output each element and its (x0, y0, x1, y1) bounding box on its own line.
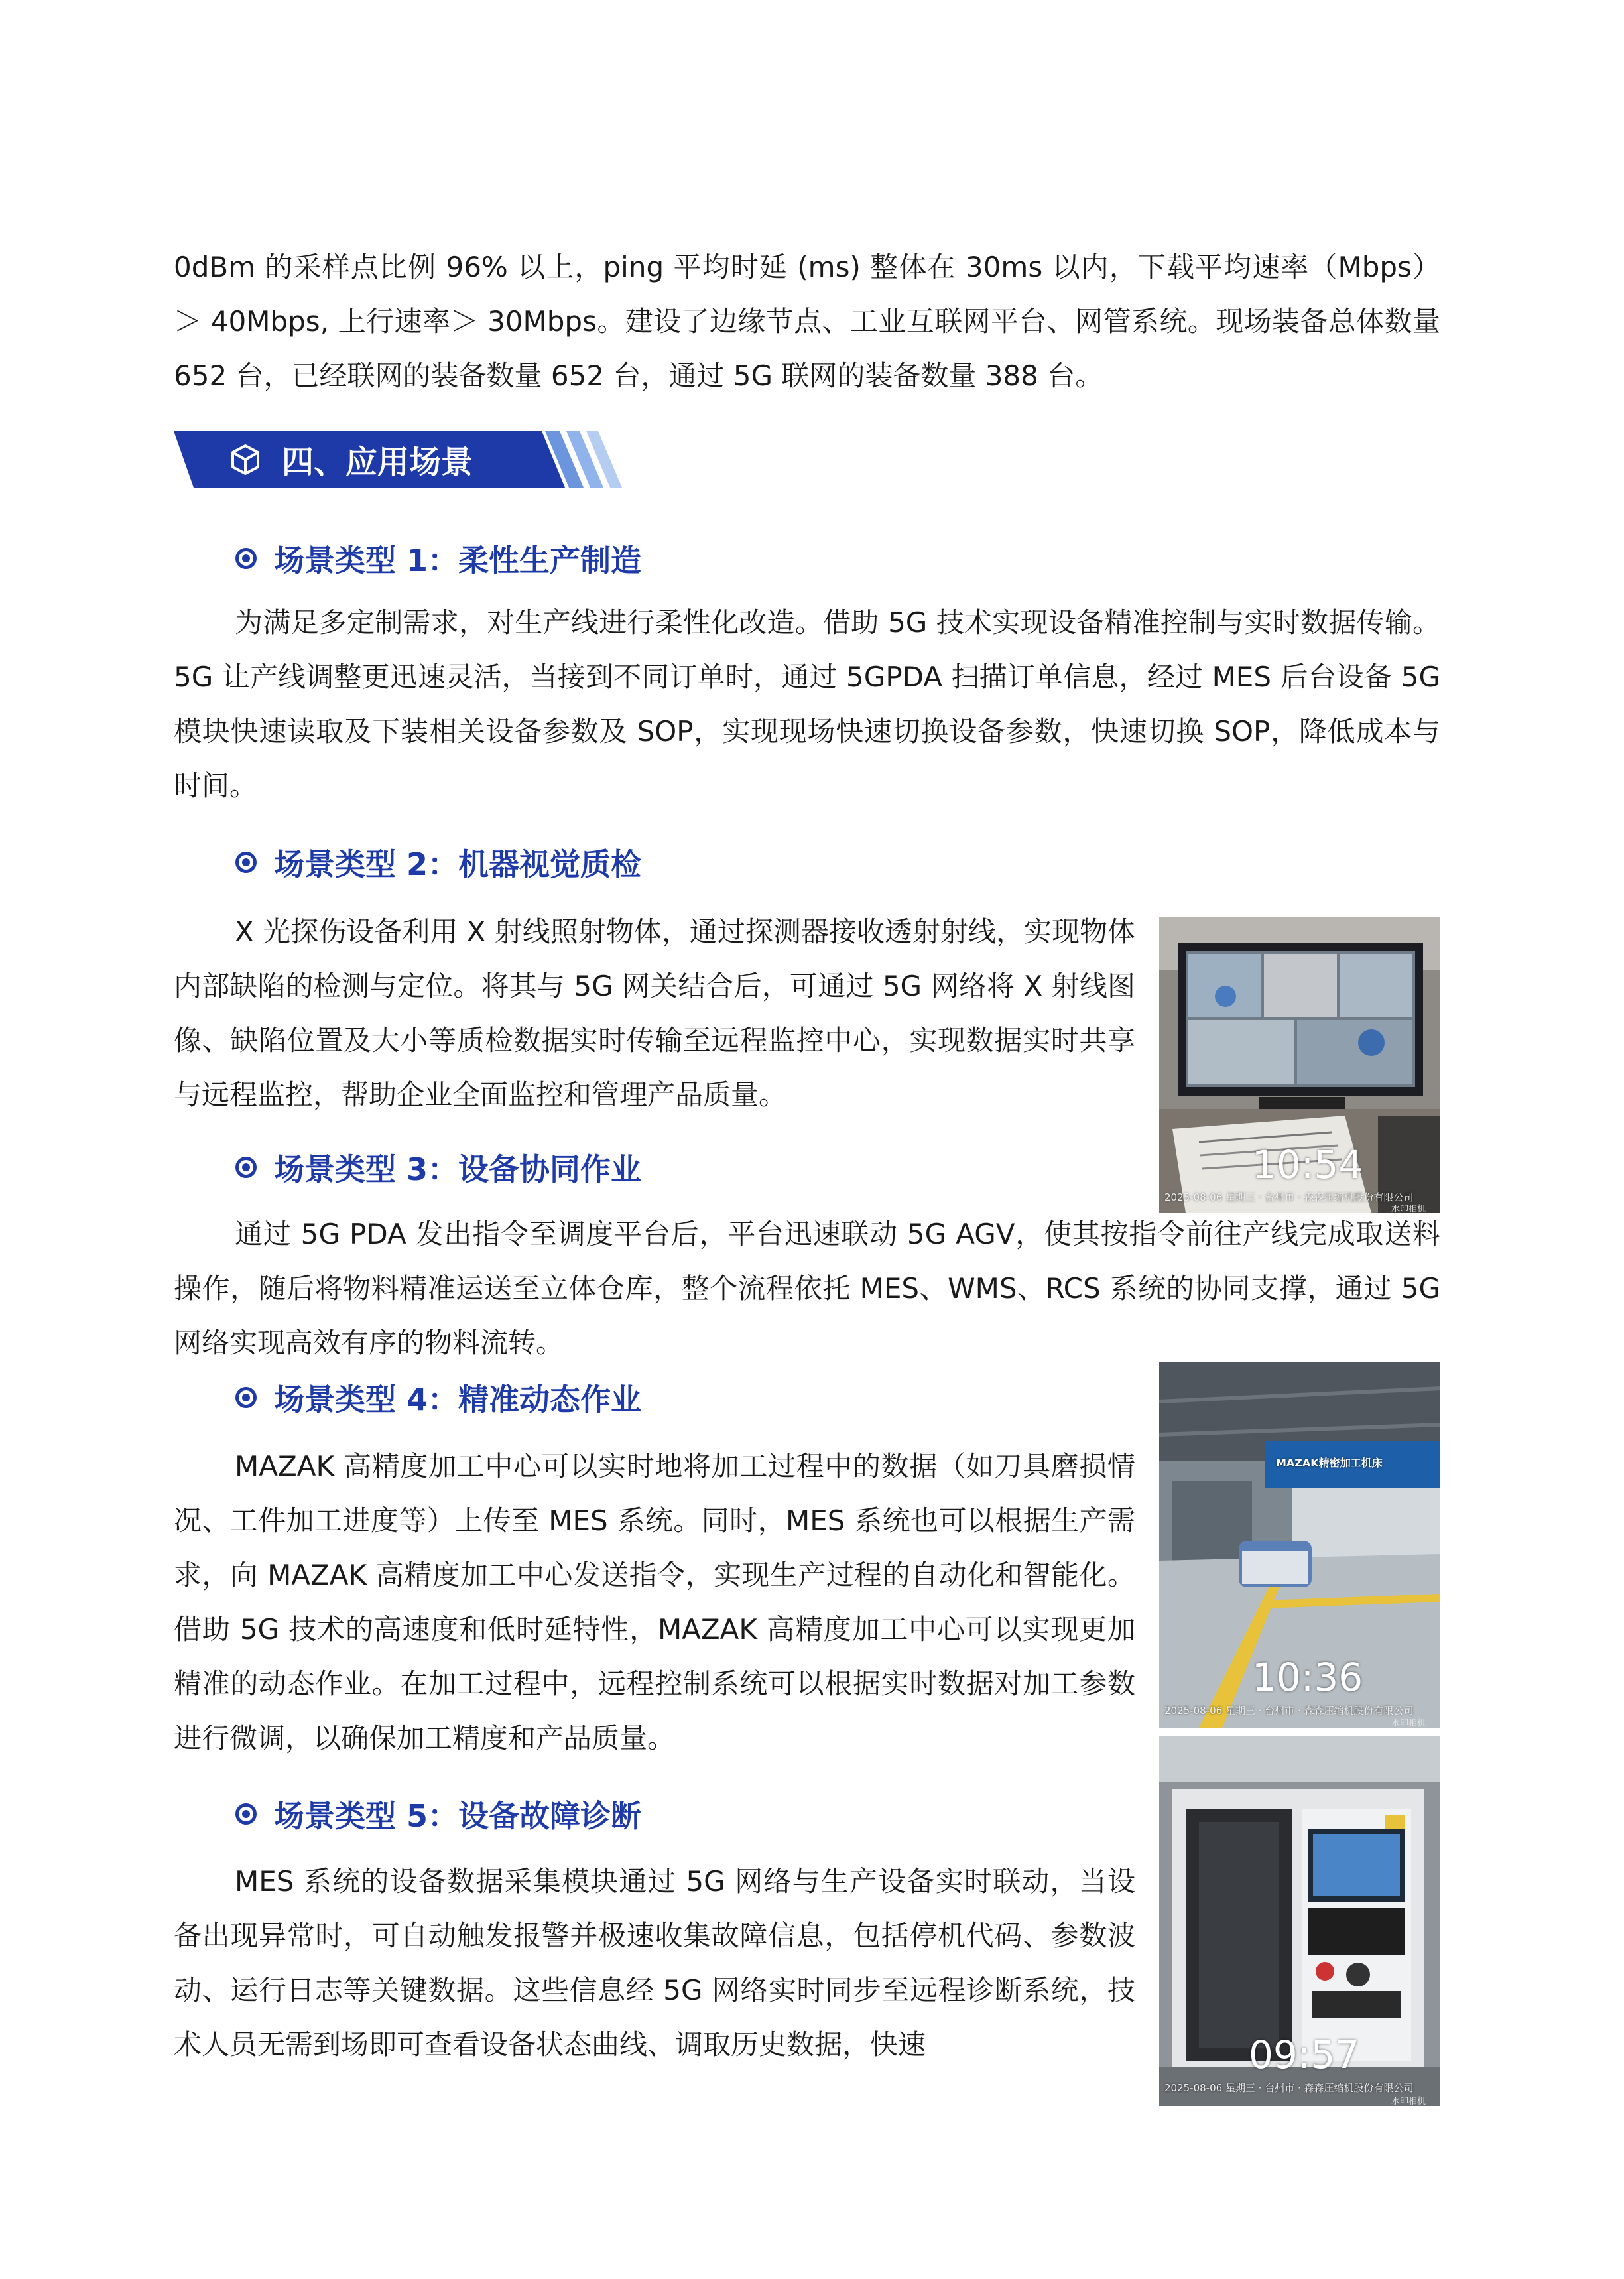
target-icon (235, 1387, 257, 1408)
scenario-4-body: MAZAK 高精度加工中心可以实时地将加工过程中的数据（如刀具磨损情况、工件加工进度等）上传至 MES 系统。同时，MES 系统也可以根据生产需求，向 MAZAK 高精度加工中心发送指令，实现生产过程的自动化和智能化。借助 5G 技术的高速度和低时延特性，MAZAK 高精度加工中心可以实现更加精准的动态作业。在加工过程中，远程控制系统可以根据实时数据对加工参数进行微调，以确保加工精度和产品质量。 (174, 1450, 1135, 1754)
scenario-4-heading (235, 1374, 641, 1421)
photo-factory-floor (1159, 1362, 1440, 1728)
scenario-2-heading (235, 839, 641, 885)
scenario-5-heading-text: 场景类型 5：设备故障诊断 (274, 1798, 642, 1834)
target-icon (235, 1157, 257, 1178)
intro-paragraph: 0dBm 的采样点比例 96% 以上，ping 平均时延 (ms) 整体在 30ms 以内，下载平均速率（Mbps）＞ 40Mbps, 上行速率＞ 30Mbps。建设了边缘节点、工业互联网平台、网管系统。现场装备总体数量 652 台，已经联网的装备数量 652 台，通过 5G 联网的装备数量 388 台。 (174, 251, 1440, 392)
target-icon (235, 1803, 257, 1825)
scenario-5-heading (235, 1791, 641, 1837)
section-title: 四、应用场景 (282, 444, 473, 481)
scenario-2-heading-text: 场景类型 2：机器视觉质检 (274, 846, 642, 882)
scenario-1-body: 为满足多定制需求，对生产线进行柔性化改造。借助 5G 技术实现设备精准控制与实时数据传输。5G 让产线调整更迅速灵活，当接到不同订单时，通过 5GPDA 扫描订单信息，经过 MES 后台设备 5G 模块快速读取及下装相关设备参数及 SOP，实现现场快速切换设备参数，快速切换 SOP，降低成本与时间。 (174, 606, 1440, 802)
photo-3-watermark-brand: 水印相机 (1391, 2097, 1426, 2106)
scenario-1-heading-text: 场景类型 1：柔性生产制造 (274, 543, 642, 578)
target-icon (235, 852, 257, 873)
photo-3-time: 09:57 (1249, 2032, 1360, 2077)
photo-2-stamp: 2025-08-06 星期三 · 台州市 · 森森压缩机股份有限公司 (1164, 1705, 1414, 1717)
scenario-5-body: MES 系统的设备数据采集模块通过 5G 网络与生产设备实时联动，当设备出现异常时，可自动触发报警并极速收集故障信息，包括停机代码、参数波动、运行日志等关键数据。这些信息经 5G 网络实时同步至远程诊断系统，技术人员无需到场即可查看设备状态曲线、调取历史数据，快速 (174, 1865, 1135, 2061)
scenario-3-heading-text: 场景类型 3：设备协同作业 (274, 1151, 642, 1187)
scenario-3-heading (235, 1144, 641, 1191)
photo-1-time: 10:54 (1252, 1142, 1363, 1187)
scenario-1-heading (235, 535, 641, 582)
target-icon (235, 548, 257, 569)
photo-2-sign: MAZAK精密加工机床 (1276, 1457, 1383, 1469)
cube-icon (229, 443, 262, 476)
photo-cnc-machine (1159, 1736, 1440, 2106)
photo-1-stamp: 2025-08-06 星期三 · 台州市 · 森森压缩机股份有限公司 (1164, 1191, 1414, 1203)
photo-monitor-surveillance (1159, 917, 1440, 1213)
photo-3-stamp: 2025-08-06 星期三 · 台州市 · 森森压缩机股份有限公司 (1164, 2082, 1414, 2094)
photo-1-watermark-brand: 水印相机 (1391, 1205, 1426, 1213)
scenario-2-body: X 光探伤设备利用 X 射线照射物体，通过探测器接收透射射线，实现物体内部缺陷的检测与定位。将其与 5G 网关结合后，可通过 5G 网络将 X 射线图像、缺陷位置及大小等质检数据实时传输至远程监控中心，实现数据实时共享与远程监控，帮助企业全面监控和管理产品质量。 (174, 915, 1135, 1111)
photo-2-watermark-brand: 水印相机 (1391, 1719, 1426, 1728)
scenario-4-heading-text: 场景类型 4：精准动态作业 (274, 1382, 642, 1417)
photo-2-time: 10:36 (1252, 1655, 1363, 1700)
scenario-3-body: 通过 5G PDA 发出指令至调度平台后，平台迅速联动 5G AGV，使其按指令前往产线完成取送料操作，随后将物料精准运送至立体仓库，整个流程依托 MES、WMS、RCS 系统的协同支撑，通过 5G 网络实现高效有序的物料流转。 (174, 1218, 1440, 1359)
